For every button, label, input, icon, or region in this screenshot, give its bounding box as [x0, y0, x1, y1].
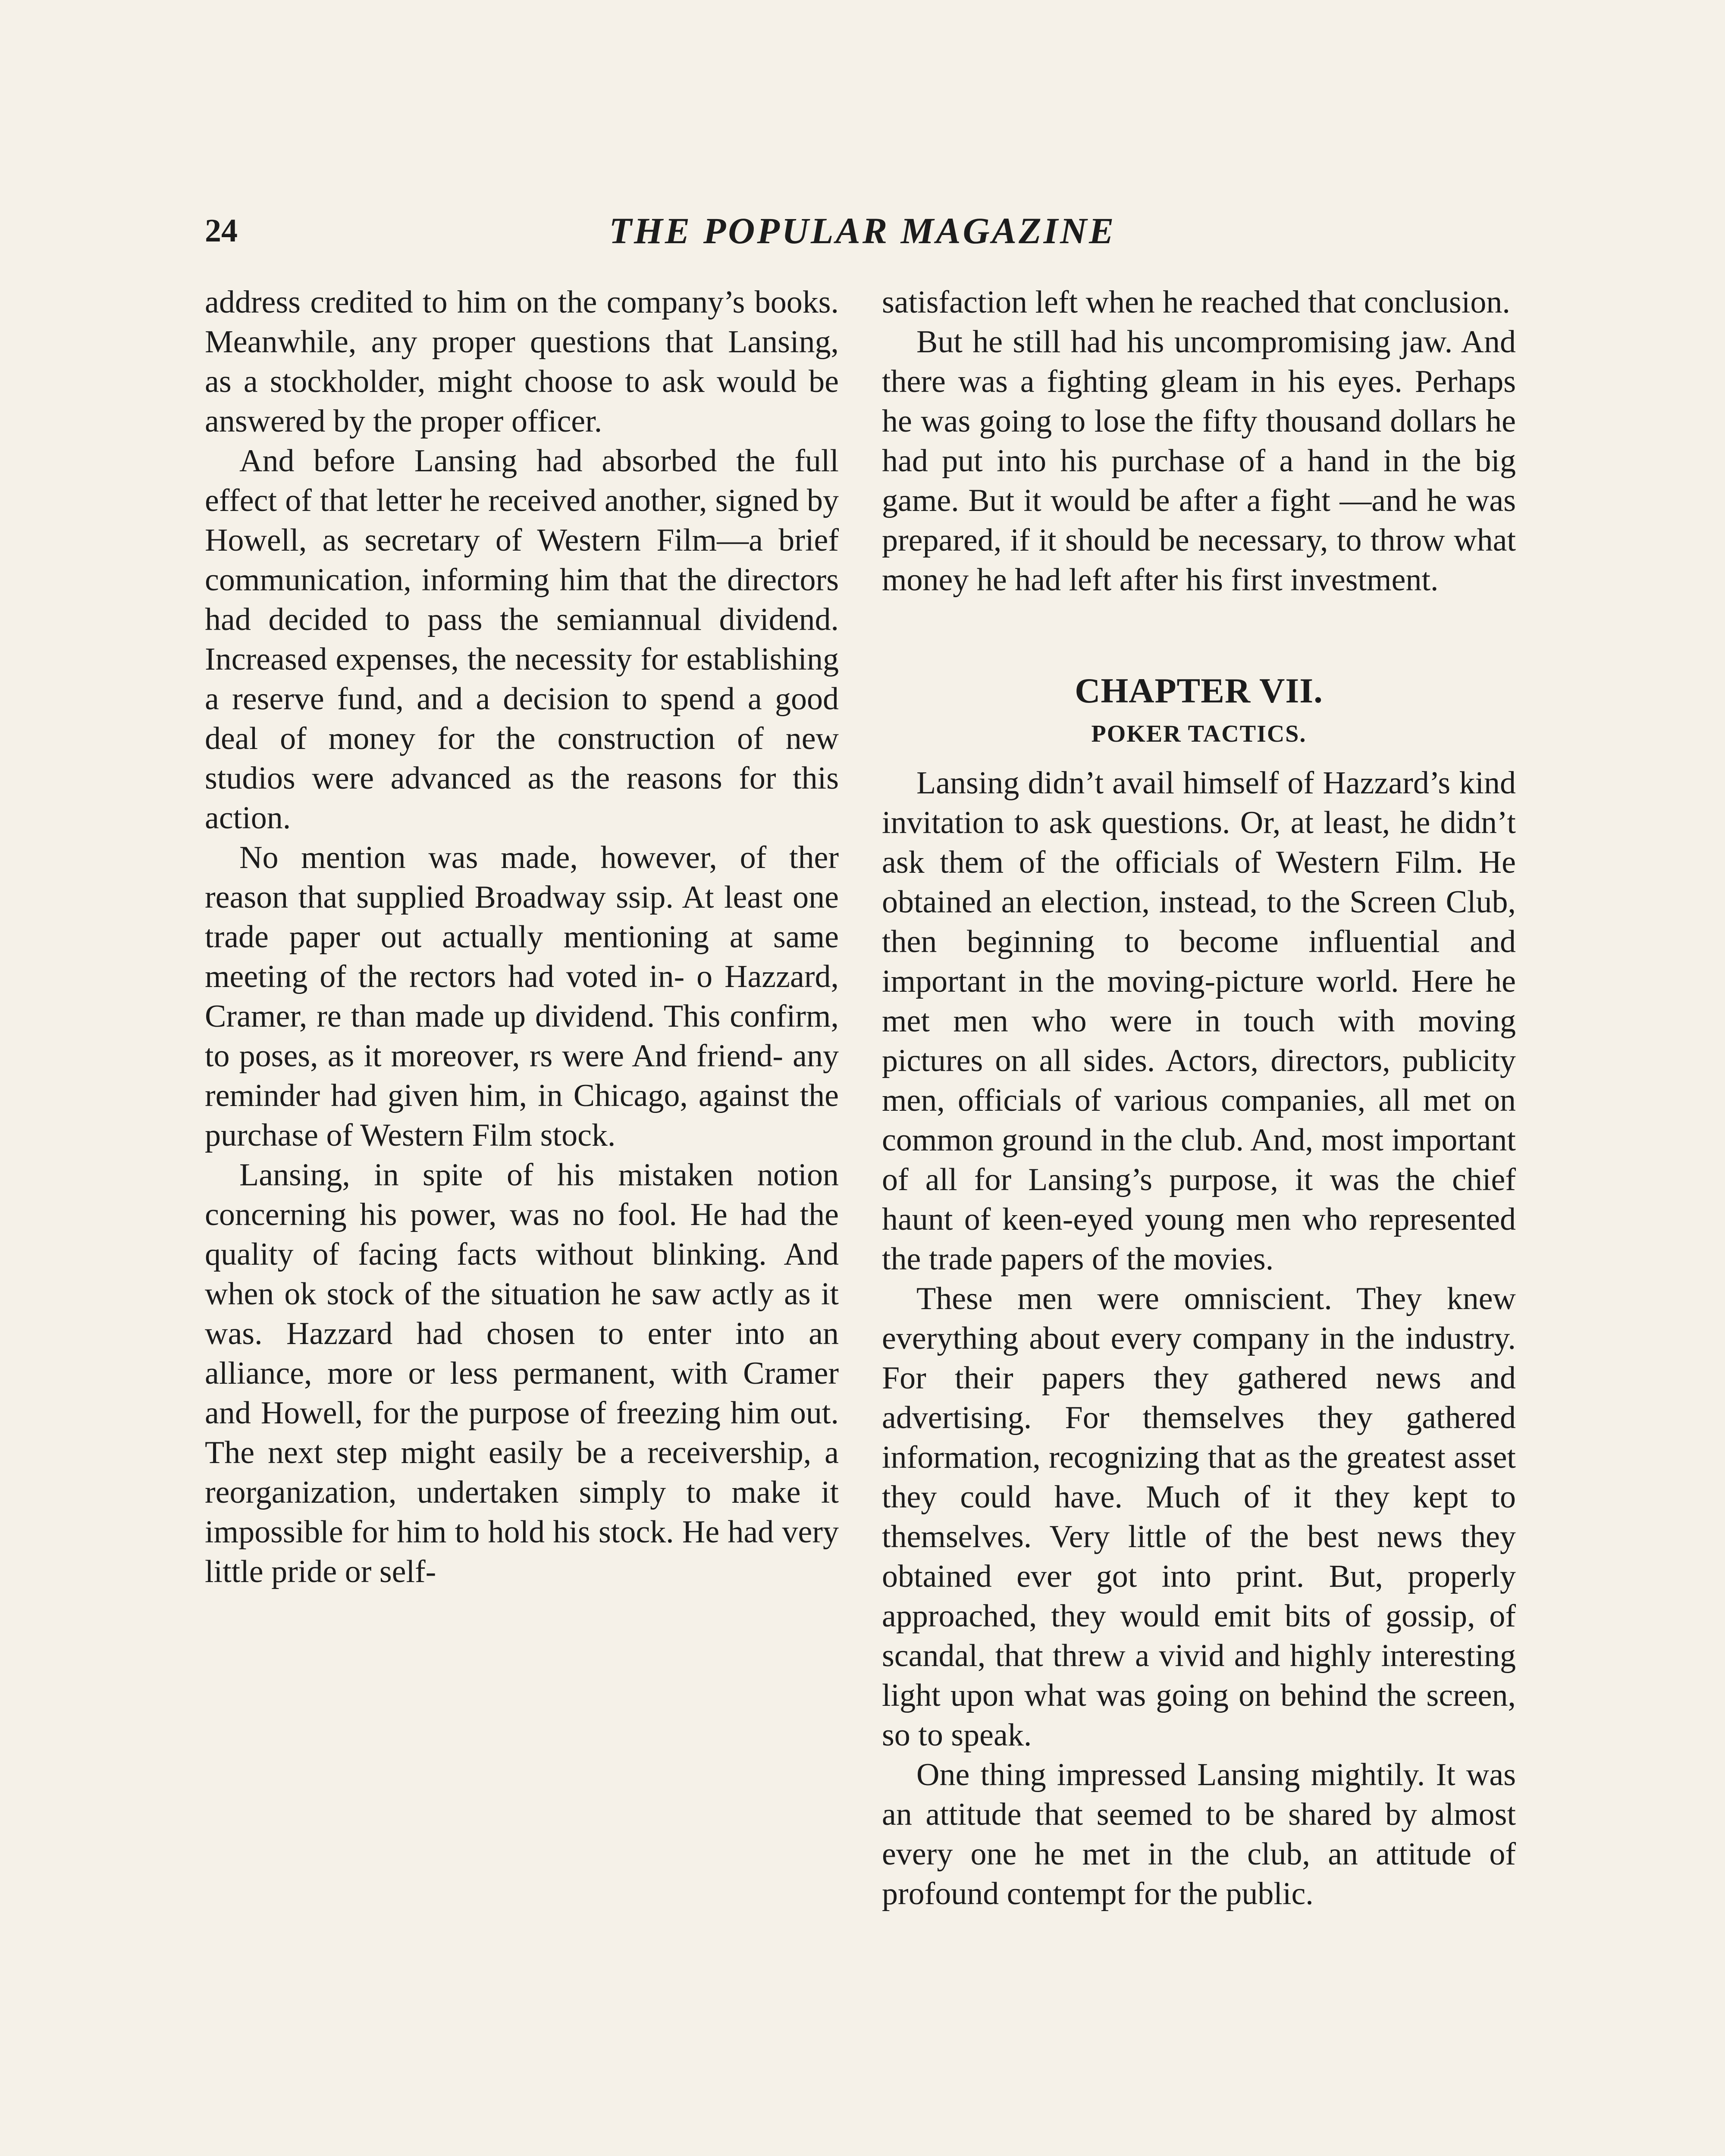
magazine-title: THE POPULAR MAGAZINE — [609, 210, 1116, 251]
page-header — [205, 203, 1520, 259]
chapter-subtitle: POKER TACTICS. — [1091, 721, 1307, 747]
right-paragraph-2: But he still had his uncompromising jaw. And there was a fighting gleam in his eyes. Perhaps he was going to lose the fifty thousand dollars he had put into his purchase of a hand in the big game. But it would be after a fight —and he was prepared, if it should be necessary, to throw what money he had left after his first investment. — [882, 324, 1516, 598]
page-number: 24 — [205, 213, 238, 249]
left-paragraph-1: address credited to him on the company’s books. Meanwhile, any proper questions that Lansing, as a stockholder, might choose to ask would be answered by the proper officer. — [205, 285, 839, 439]
right-paragraph-4: These men were omniscient. They knew everything about every company in the industry. For their papers they gathered news and advertising. For themselves they gathered information, recognizing that as the greatest asset they could have. Much of it they kept to themselves. Very little of the best news they obtained ever got into print. But, properly approached, they would emit bits of gossip, of scandal, that threw a vivid and highly interesting light upon what was going on behind the screen, so to speak. — [882, 1281, 1516, 1753]
left-paragraph-2: And before Lansing had absorbed the full effect of that letter he received another, signed by Howell, as secretary of Western Film—a brief communication, informing him that the directors had decided to pass the semiannual dividend. Increased expenses, the necessity for establishing a reserve fund, and a decision to spend a good deal of money for the construction of new studios were advanced as the reasons for this action. — [205, 443, 839, 836]
left-paragraph-4: Lansing, in spite of his mistaken notion concerning his power, was no fool. He had the quality of facing facts without blinking. And when ok stock of the situation he saw actly as it was. Hazzard had chosen to enter into an alliance, more or less permanent, with Cramer and Howell, for the purpose of freezing him out. The next step might easily be a receivership, a reorganization, undertaken simply to make it impossible for him to hold his stock. He had very little pride or self- — [205, 1157, 839, 1589]
right-paragraph-1: satisfaction left when he reached that conclusion. — [882, 285, 1510, 320]
chapter-heading: CHAPTER VII. — [1075, 671, 1323, 710]
right-text-column — [882, 282, 1516, 1914]
left-paragraph-3: No mention was made, however, of ther reason that supplied Broadway ssip. At least one trade paper out actually mentioning at same meeting of the rectors had voted in- o Hazzard, Cramer, re than made up dividend. This confirm, to poses, as it moreover, rs were And friend- any reminder had given him, in Chicago, against the purchase of Western Film stock. — [205, 840, 839, 1153]
right-paragraph-3: Lansing didn’t avail himself of Hazzard’s kind invitation to ask questions. Or, at least, he didn’t ask them of the officials of Western Film. He obtained an election, instead, to the Screen Club, then beginning to become influential and important in the moving-picture world. Here he met men who were in touch with moving pictures on all sides. Actors, directors, publicity men, officials of various companies, all met on common ground in the club. And, most important of all for Lansing’s purpose, it was the chief haunt of keen-eyed young men who represented the trade papers of the movies. — [882, 765, 1516, 1277]
right-paragraph-5: One thing impressed Lansing mightily. It was an attitude that seemed to be shared by almost every one he met in the club, an attitude of profound contempt for the public. — [882, 1757, 1516, 1912]
left-text-column — [205, 282, 839, 1592]
chapter-spacing — [882, 600, 1516, 671]
